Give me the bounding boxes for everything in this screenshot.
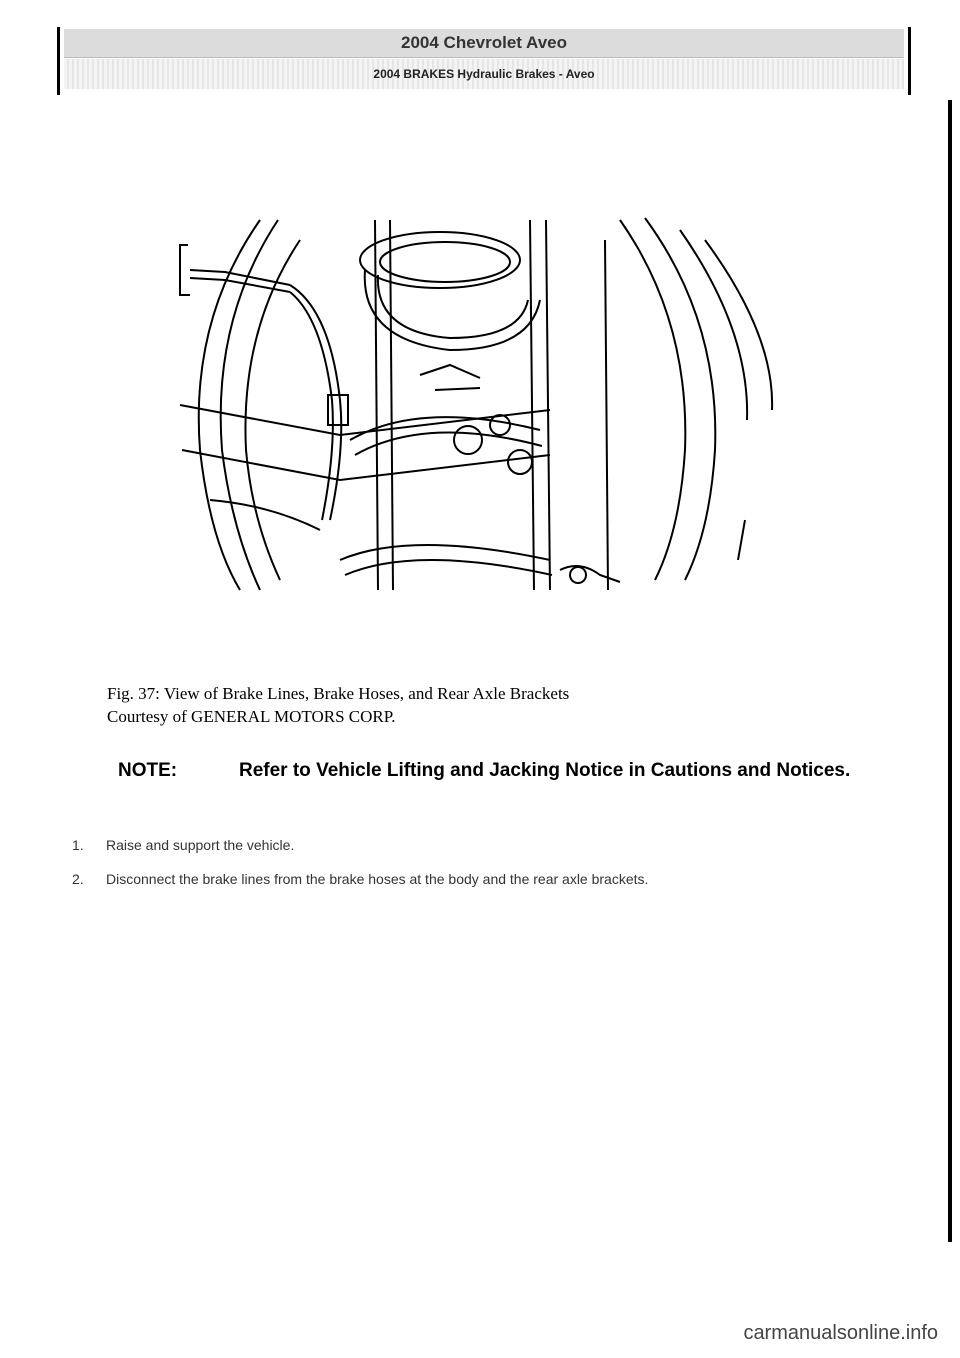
caption-credit: Courtesy of GENERAL MOTORS CORP. [107,707,396,726]
figure-caption [107,682,569,728]
site-watermark: carmanualsonline.info [743,1322,938,1344]
right-margin-rule [948,100,952,1242]
header-title: 2004 Chevrolet Aveo [64,29,904,58]
step-number: 2. [72,871,84,887]
step-text: Raise and support the vehicle. [106,837,295,853]
caption-title: Fig. 37: View of Brake Lines, Brake Hoses, and Rear Axle Brackets [107,684,570,703]
page-header [57,27,911,95]
procedure-steps [72,837,932,905]
note-label: NOTE: [118,760,178,781]
step-text: Disconnect the brake lines from the brake hoses at the body and the rear axle brackets. [106,871,649,887]
list-item [72,871,932,905]
header-subtitle: 2004 BRAKES Hydraulic Brakes - Aveo [64,59,904,89]
list-item [72,837,932,871]
step-number: 1. [72,837,84,853]
note-text: Refer to Vehicle Lifting and Jacking Notice in Cautions and Notices. [239,760,851,781]
brake-lines-illustration [150,200,790,600]
